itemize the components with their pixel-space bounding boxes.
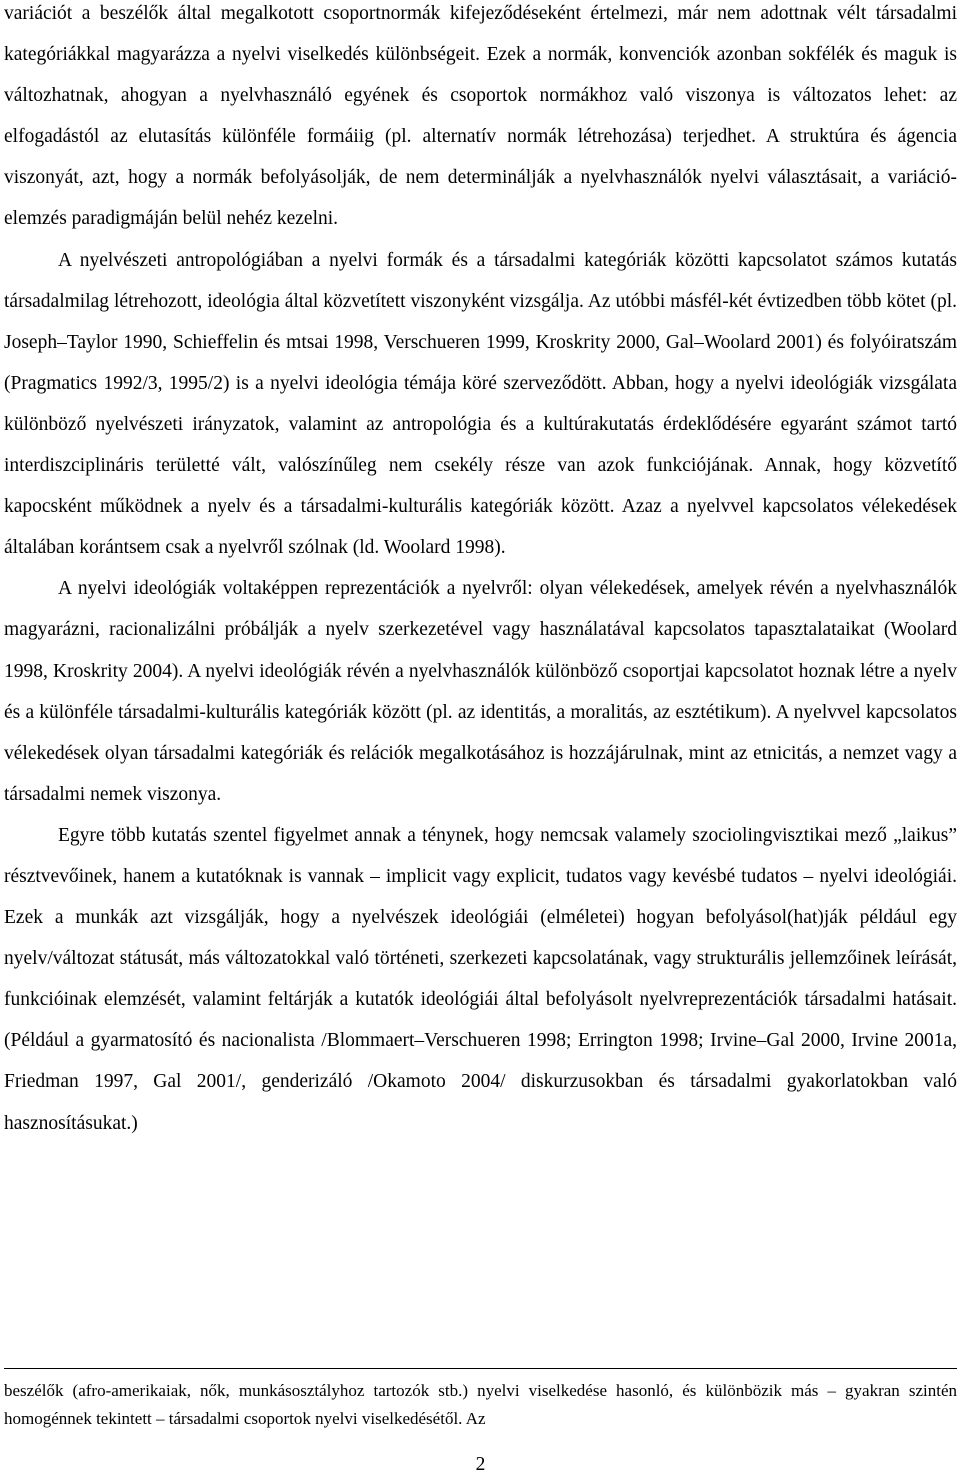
footnote-separator [4,1368,957,1369]
body-text [4,0,957,1144]
paragraph-continuation: variációt a beszélők által megalkotott csoportnormák kifejeződéseként értelmezi, már nem adottnak vélt társadalmi kategóriákkal magyarázza a nyelvi viselkedés különbségeit. Ezek a normák, konvenciók azonban sokfélék és maguk is változhatnak, ahogyan a nyelvhasználó egyének és csoportok normákhoz való viszonya is változatos lehet: az elfogadástól az elutasítás különféle formáiig (pl. alternatív normák létrehozása) terjedhet. A struktúra és ágencia viszonyát, azt, hogy a normák befolyásolják, de nem determinálják a nyelvhasználók nyelvi választásait, a variáció-elemzés paradigmáján belül nehéz kezelni. [4,3,957,230]
footnote-text: beszélők (afro-amerikaiak, nők, munkásosztályhoz tartozók stb.) nyelvi viselkedése hasonló, és különbözik más – gyakran szintén homogénnek tekintett – társadalmi csoportok nyelvi viselkedésétől. Az [4,1381,957,1428]
page-number: 2 [475,1454,486,1475]
document-page [4,0,957,1475]
paragraph-language-ideologies: A nyelvi ideológiák voltaképpen reprezentációk a nyelvről: olyan vélekedések, amelyek révén a nyelvhasználók magyarázni, racionalizálni próbálják a nyelv szerkezetével vagy használatával kapcsolatos tapasztalataikat (Woolard 1998, Kroskrity 2004). A nyelvi ideológiák révén a nyelvhasználók különböző csoportjai kapcsolatot hoznak létre a nyelv és a különféle társadalmi-kulturális kategóriák között (pl. az identitás, a moralitás, az esztétikum). A nyelvvel kapcsolatos vélekedések olyan társadalmi kategóriák és relációk megalkotásához is hozzájárulnak, mint az etnicitás, a nemzet vagy a társadalmi nemek viszonya. [4,578,957,805]
paragraph-linguistic-anthropology: A nyelvészeti antropológiában a nyelvi formák és a társadalmi kategóriák közötti kapcsolatot számos kutatás társadalmilag létrehozott, ideológia által közvetített viszonyként vizsgálja. Az utóbbi másfél-két évtizedben több kötet (pl. Joseph–Taylor 1990, Schieffelin és mtsai 1998, Verschueren 1999, Kroskrity 2000, Gal–Woolard 2001) és folyóiratszám (Pragmatics 1992/3, 1995/2) is a nyelvi ideológia témája köré szerveződött. Abban, hogy a nyelvi ideológiák vizsgálata különböző nyelvészeti irányzatok, valamint az antropológia és a kultúrakutatás érdeklődésére egyaránt számot tartó interdiszciplináris területté vált, valószínűleg nem csekély része van azok funkciójának. Annak, hogy közvetítő kapocsként működnek a nyelv és a társadalmi-kulturális kategóriák között. Azaz a nyelvvel kapcsolatos vélekedések általában korántsem csak a nyelvről szólnak (ld. Woolard 1998). [4,249,957,559]
paragraph-researcher-ideologies: Egyre több kutatás szentel figyelmet annak a ténynek, hogy nemcsak valamely szociolingvisztikai mező „laikus” résztvevőinek, hanem a kutatóknak is vannak – implicit vagy explicit, tudatos vagy kevésbé tudatos – nyelvi ideológiái. Ezek a munkák azt vizsgálják, hogy a nyelvészek ideológiái (elméletei) hogyan befolyásol(hat)ják például egy nyelv/változat státusát, más változatokkal való történeti, szerkezeti kapcsolatának, vagy strukturális jellemzőinek leírását, funkcióinak elemzését, valamint feltárják a kutatók ideológiái által befolyásolt nyelvreprezentációk társadalmi hatásait. (Például a gyarmatosító és nacionalista /Blommaert–Verschueren 1998; Errington 1998; Irvine–Gal 2000, Irvine 2001a, Friedman 1997, Gal 2001/, genderizáló /Okamoto 2004/ diskurzusokban és társadalmi gyakorlatokban való hasznosításukat.) [4,824,957,1134]
